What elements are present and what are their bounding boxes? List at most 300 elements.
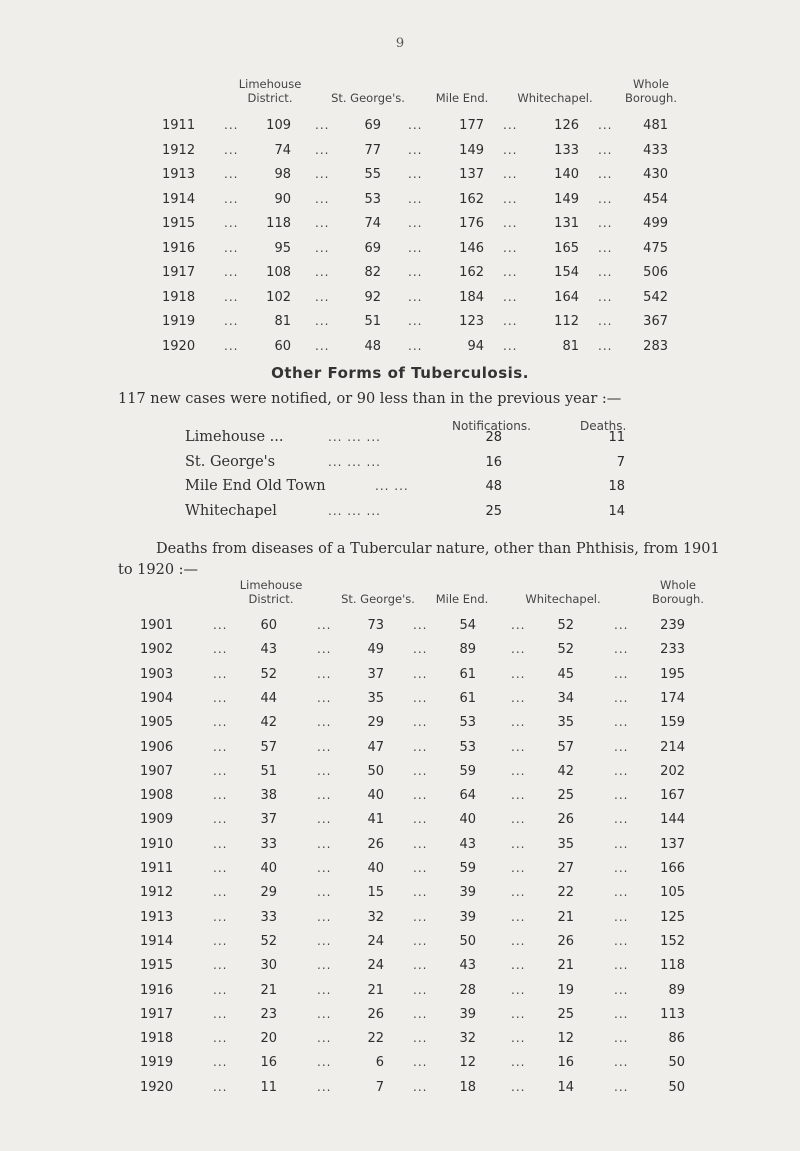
- year-cell: 1903: [140, 666, 174, 682]
- notifications-value: 16: [485, 454, 502, 470]
- column-header-whitechapel: [505, 91, 605, 105]
- value-cell: 30: [260, 958, 277, 974]
- value-cell: 53: [364, 191, 381, 207]
- column-header-whole: [601, 77, 701, 105]
- value-cell: 81: [562, 338, 579, 354]
- value-cell: 133: [554, 142, 579, 158]
- leader-dots: ...: [413, 642, 428, 657]
- leader-dots: ...: [315, 191, 330, 206]
- leader-dots: ...: [224, 265, 239, 279]
- value-cell: 40: [367, 788, 384, 804]
- leader-dots: ...: [315, 216, 330, 230]
- leader-dots: ...: [614, 982, 629, 997]
- leader-dots: ...: [503, 240, 518, 255]
- value-cell: 7: [375, 1079, 384, 1095]
- value-cell: 64: [459, 788, 476, 804]
- value-cell: 27: [557, 861, 574, 876]
- leader-dots: ...: [315, 118, 330, 132]
- notifications-value: 48: [485, 479, 502, 494]
- value-cell: 149: [554, 191, 579, 207]
- table-row: [0, 1031, 800, 1049]
- table-row: [0, 1055, 800, 1073]
- year-cell: 1919: [140, 1055, 174, 1071]
- leader-dots: ...: [614, 739, 629, 754]
- value-cell: 26: [557, 933, 574, 949]
- leader-dots: ...: [224, 167, 239, 181]
- leader-dots: ...: [511, 861, 526, 875]
- leader-dots: ...: [224, 142, 239, 157]
- leader-dots: ...: [413, 909, 428, 924]
- leader-dots: ...: [413, 788, 428, 803]
- value-cell: 21: [260, 982, 277, 998]
- value-cell: 14: [557, 1079, 574, 1095]
- value-cell: 54: [459, 618, 476, 633]
- column-header-line: St. George's.: [341, 592, 415, 606]
- leader-dots: ...: [503, 314, 518, 328]
- leader-dots: ...: [213, 812, 228, 827]
- value-cell: 475: [643, 240, 668, 256]
- year-cell: 1911: [162, 118, 196, 133]
- column-header-whole: [628, 578, 728, 606]
- table-row: [0, 837, 800, 855]
- value-cell: 40: [260, 861, 277, 876]
- leader-dots: ...: [317, 1079, 332, 1094]
- leader-dots: ...: [213, 788, 228, 803]
- leader-dots: ...: [413, 861, 428, 875]
- leader-dots: ...: [224, 289, 239, 304]
- table-row: [0, 885, 800, 903]
- leader-dots: ...: [511, 836, 526, 851]
- deaths-value: 11: [608, 430, 625, 445]
- value-cell: 433: [643, 142, 668, 158]
- value-cell: 44: [260, 690, 277, 706]
- leader-dots: ...: [315, 240, 330, 255]
- leader-dots: ...: [413, 618, 428, 632]
- leader-dots: ...: [317, 1055, 332, 1070]
- table-row: [0, 265, 800, 283]
- value-cell: 28: [459, 982, 476, 998]
- page-number: 9: [395, 36, 405, 51]
- leader-dots: ...: [224, 314, 239, 328]
- leader-dots: ...: [317, 812, 332, 827]
- leader-dots: ...: [614, 788, 629, 803]
- leader-dots: ...: [614, 1079, 629, 1094]
- leader-dots: ...: [598, 338, 613, 353]
- value-cell: 39: [459, 885, 476, 901]
- leader-dots: ...: [408, 240, 423, 255]
- leader-dots: ... ... ...: [328, 430, 381, 444]
- value-cell: 26: [367, 1006, 384, 1022]
- leader-dots: ...: [317, 836, 332, 851]
- table-row: [0, 861, 800, 879]
- leader-dots: ...: [213, 690, 228, 705]
- leader-dots: ...: [408, 289, 423, 304]
- leader-dots: ...: [511, 1031, 526, 1046]
- leader-dots: ...: [315, 314, 330, 328]
- table-row: [0, 314, 800, 332]
- leader-dots: ...: [598, 289, 613, 304]
- value-cell: 454: [643, 191, 668, 207]
- year-cell: 1912: [162, 142, 196, 158]
- value-cell: 48: [364, 338, 381, 354]
- deaths-value: 18: [608, 479, 625, 494]
- leader-dots: ...: [315, 167, 330, 181]
- leader-dots: ...: [614, 861, 629, 875]
- value-cell: 109: [266, 118, 291, 133]
- table-row: [0, 691, 800, 709]
- value-cell: 26: [367, 836, 384, 852]
- value-cell: 60: [274, 338, 291, 354]
- leader-dots: ...: [213, 666, 228, 681]
- value-cell: 32: [367, 909, 384, 925]
- value-cell: 29: [260, 885, 277, 901]
- value-cell: 42: [260, 715, 277, 731]
- leader-dots: ...: [511, 690, 526, 705]
- table-row: [0, 167, 800, 185]
- value-cell: 50: [459, 933, 476, 949]
- leader-dots: ...: [213, 618, 228, 632]
- value-cell: 159: [660, 715, 685, 731]
- leader-dots: ...: [224, 240, 239, 255]
- value-cell: 11: [260, 1079, 277, 1095]
- leader-dots: ...: [598, 314, 613, 328]
- value-cell: 95: [274, 240, 291, 256]
- leader-dots: ...: [614, 1031, 629, 1046]
- value-cell: 52: [557, 642, 574, 658]
- value-cell: 53: [459, 739, 476, 755]
- value-cell: 12: [557, 1031, 574, 1047]
- value-cell: 42: [557, 763, 574, 779]
- leader-dots: ...: [317, 933, 332, 948]
- leader-dots: ...: [511, 642, 526, 657]
- year-cell: 1906: [140, 739, 174, 755]
- notification-row: [0, 429, 800, 449]
- leader-dots: ...: [614, 812, 629, 827]
- value-cell: 53: [459, 715, 476, 731]
- leader-dots: ...: [413, 690, 428, 705]
- leader-dots: ...: [408, 338, 423, 353]
- value-cell: 92: [364, 289, 381, 305]
- leader-dots: ...: [511, 618, 526, 632]
- value-cell: 16: [260, 1055, 277, 1071]
- leader-dots: ...: [213, 836, 228, 851]
- table-row: [0, 618, 800, 636]
- table-row: [0, 216, 800, 234]
- leader-dots: ...: [408, 118, 423, 132]
- leader-dots: ...: [614, 642, 629, 657]
- leader-dots: ...: [413, 958, 428, 973]
- value-cell: 45: [557, 666, 574, 682]
- leader-dots: ...: [317, 618, 332, 632]
- leader-dots: ...: [614, 836, 629, 851]
- value-cell: 430: [643, 167, 668, 182]
- leader-dots: ...: [614, 763, 629, 778]
- leader-dots: ...: [213, 763, 228, 778]
- value-cell: 52: [557, 618, 574, 633]
- value-cell: 152: [660, 933, 685, 949]
- table-row: [0, 642, 800, 660]
- notifications-value: 25: [485, 503, 502, 519]
- value-cell: 34: [557, 690, 574, 706]
- value-cell: 149: [459, 142, 484, 158]
- value-cell: 108: [266, 265, 291, 280]
- table-row: [0, 143, 800, 161]
- leader-dots: ...: [503, 216, 518, 230]
- value-cell: 105: [660, 885, 685, 901]
- leader-dots: ...: [511, 666, 526, 681]
- leader-dots: ...: [511, 739, 526, 754]
- value-cell: 112: [554, 314, 579, 329]
- value-cell: 43: [459, 958, 476, 974]
- leader-dots: ...: [413, 1006, 428, 1021]
- leader-dots: ...: [213, 1006, 228, 1021]
- leader-dots: ...: [614, 885, 629, 900]
- leader-dots: ...: [614, 715, 629, 730]
- value-cell: 140: [554, 167, 579, 182]
- leader-dots: ...: [413, 715, 428, 730]
- leader-dots: ...: [413, 836, 428, 851]
- value-cell: 82: [364, 265, 381, 280]
- leader-dots: ... ... ...: [328, 503, 381, 518]
- column-header-limehouse: [220, 77, 320, 105]
- value-cell: 367: [643, 314, 668, 329]
- value-cell: 39: [459, 1006, 476, 1022]
- leader-dots: ...: [511, 1055, 526, 1070]
- deaths-value: 7: [616, 454, 625, 470]
- value-cell: 37: [260, 812, 277, 828]
- leader-dots: ...: [413, 885, 428, 900]
- value-cell: 52: [260, 933, 277, 949]
- value-cell: 35: [367, 690, 384, 706]
- leader-dots: ...: [408, 142, 423, 157]
- leader-dots: ...: [614, 1055, 629, 1070]
- year-cell: 1915: [162, 216, 196, 231]
- leader-dots: ...: [408, 216, 423, 230]
- table-row: [0, 934, 800, 952]
- leader-dots: ...: [408, 167, 423, 181]
- leader-dots: ...: [598, 118, 613, 132]
- value-cell: 177: [459, 118, 484, 133]
- value-cell: 74: [274, 142, 291, 158]
- year-cell: 1917: [140, 1006, 174, 1022]
- value-cell: 52: [260, 666, 277, 682]
- leader-dots: ...: [317, 788, 332, 803]
- value-cell: 35: [557, 836, 574, 852]
- table-row: [0, 290, 800, 308]
- value-cell: 165: [554, 240, 579, 256]
- value-cell: 50: [367, 763, 384, 779]
- value-cell: 47: [367, 739, 384, 755]
- leader-dots: ...: [317, 715, 332, 730]
- value-cell: 23: [260, 1006, 277, 1022]
- year-cell: 1904: [140, 690, 174, 706]
- deaths-header: Deaths.: [580, 419, 627, 433]
- year-cell: 1916: [162, 240, 196, 256]
- value-cell: 89: [668, 982, 685, 998]
- value-cell: 506: [643, 265, 668, 280]
- value-cell: 162: [459, 191, 484, 207]
- value-cell: 59: [459, 763, 476, 779]
- value-cell: 162: [459, 265, 484, 280]
- value-cell: 86: [668, 1031, 685, 1047]
- leader-dots: ...: [213, 1079, 228, 1094]
- leader-dots: ...: [315, 338, 330, 353]
- value-cell: 164: [554, 289, 579, 305]
- leader-dots: ...: [317, 885, 332, 900]
- leader-dots: ...: [511, 812, 526, 827]
- notifications-value: 28: [485, 430, 502, 445]
- leader-dots: ...: [317, 690, 332, 705]
- leader-dots: ...: [598, 216, 613, 230]
- table-row: [0, 241, 800, 259]
- district-name: St. George's: [185, 453, 276, 470]
- year-cell: 1914: [140, 933, 174, 949]
- leader-dots: ...: [317, 763, 332, 778]
- year-cell: 1909: [140, 812, 174, 828]
- leader-dots: ...: [614, 909, 629, 924]
- value-cell: 25: [557, 1006, 574, 1022]
- year-cell: 1918: [140, 1031, 174, 1047]
- leader-dots: ...: [213, 885, 228, 900]
- value-cell: 126: [554, 118, 579, 133]
- leader-dots: ...: [213, 739, 228, 754]
- deaths-value: 14: [608, 503, 625, 519]
- column-header-line: Whole: [660, 578, 696, 592]
- value-cell: 98: [274, 167, 291, 182]
- year-cell: 1911: [140, 861, 174, 876]
- table-row: [0, 764, 800, 782]
- value-cell: 57: [260, 739, 277, 755]
- value-cell: 24: [367, 933, 384, 949]
- value-cell: 21: [557, 958, 574, 974]
- table-row: [0, 910, 800, 928]
- column-header-line: Borough.: [652, 592, 704, 606]
- value-cell: 146: [459, 240, 484, 256]
- leader-dots: ...: [503, 338, 518, 353]
- value-cell: 81: [274, 314, 291, 329]
- column-header-line: St. George's.: [331, 91, 405, 105]
- year-cell: 1920: [162, 338, 196, 354]
- value-cell: 167: [660, 788, 685, 804]
- leader-dots: ...: [413, 1031, 428, 1046]
- value-cell: 33: [260, 836, 277, 852]
- value-cell: 32: [459, 1031, 476, 1047]
- table-row: [0, 958, 800, 976]
- value-cell: 69: [364, 240, 381, 256]
- year-cell: 1908: [140, 788, 174, 804]
- value-cell: 12: [459, 1055, 476, 1071]
- table-row: [0, 667, 800, 685]
- value-cell: 61: [459, 666, 476, 682]
- leader-dots: ...: [511, 788, 526, 803]
- year-cell: 1913: [140, 909, 174, 925]
- value-cell: 202: [660, 763, 685, 779]
- leader-dots: ...: [408, 191, 423, 206]
- value-cell: 131: [554, 216, 579, 231]
- table-row: [0, 812, 800, 830]
- value-cell: 38: [260, 788, 277, 804]
- value-cell: 29: [367, 715, 384, 731]
- leader-dots: ...: [317, 982, 332, 997]
- leader-dots: ...: [503, 118, 518, 132]
- district-name: Whitechapel: [185, 502, 277, 519]
- leader-dots: ...: [224, 216, 239, 230]
- value-cell: 118: [660, 958, 685, 974]
- leader-dots: ...: [408, 314, 423, 328]
- leader-dots: ...: [413, 933, 428, 948]
- leader-dots: ...: [511, 958, 526, 973]
- leader-dots: ...: [213, 958, 228, 973]
- value-cell: 51: [260, 763, 277, 779]
- value-cell: 73: [367, 618, 384, 633]
- value-cell: 57: [557, 739, 574, 755]
- value-cell: 125: [660, 909, 685, 925]
- column-header-line: Limehouse: [239, 578, 303, 592]
- column-header-line: District.: [248, 592, 294, 606]
- leader-dots: ...: [598, 265, 613, 279]
- column-header-line: Whitechapel.: [525, 592, 601, 606]
- value-cell: 60: [260, 618, 277, 633]
- value-cell: 43: [459, 836, 476, 852]
- value-cell: 144: [660, 812, 685, 828]
- leader-dots: ...: [413, 666, 428, 681]
- value-cell: 214: [660, 739, 685, 755]
- value-cell: 74: [364, 216, 381, 231]
- year-cell: 1913: [162, 167, 196, 182]
- leader-dots: ...: [413, 982, 428, 997]
- value-cell: 40: [367, 861, 384, 876]
- leader-dots: ...: [317, 666, 332, 681]
- value-cell: 35: [557, 715, 574, 731]
- value-cell: 22: [557, 885, 574, 901]
- leader-dots: ...: [511, 1079, 526, 1094]
- leader-dots: ...: [511, 933, 526, 948]
- value-cell: 41: [367, 812, 384, 828]
- column-header-line: Mile End.: [435, 592, 489, 606]
- year-cell: 1901: [140, 618, 174, 633]
- notifications-header: Notifications.: [452, 419, 531, 433]
- value-cell: 118: [266, 216, 291, 231]
- table-row: [0, 983, 800, 1001]
- leader-dots: ...: [317, 739, 332, 754]
- table-row: [0, 1080, 800, 1098]
- year-cell: 1907: [140, 763, 174, 779]
- year-cell: 1919: [162, 314, 196, 329]
- leader-dots: ...: [511, 885, 526, 900]
- value-cell: 154: [554, 265, 579, 280]
- value-cell: 25: [557, 788, 574, 804]
- value-cell: 49: [367, 642, 384, 658]
- leader-dots: ...: [598, 191, 613, 206]
- leader-dots: ...: [213, 642, 228, 657]
- value-cell: 94: [467, 338, 484, 354]
- value-cell: 283: [643, 338, 668, 354]
- leader-dots: ...: [503, 167, 518, 181]
- leader-dots: ...: [614, 690, 629, 705]
- leader-dots: ... ...: [375, 479, 409, 493]
- value-cell: 33: [260, 909, 277, 925]
- leader-dots: ...: [614, 933, 629, 948]
- leader-dots: ...: [213, 861, 228, 875]
- leader-dots: ...: [413, 1079, 428, 1094]
- value-cell: 18: [459, 1079, 476, 1095]
- table-row: [0, 192, 800, 210]
- leader-dots: ...: [315, 265, 330, 279]
- deaths-text-continued: to 1920 :—: [118, 562, 199, 578]
- leader-dots: ...: [614, 1006, 629, 1021]
- value-cell: 184: [459, 289, 484, 305]
- year-cell: 1910: [140, 836, 174, 852]
